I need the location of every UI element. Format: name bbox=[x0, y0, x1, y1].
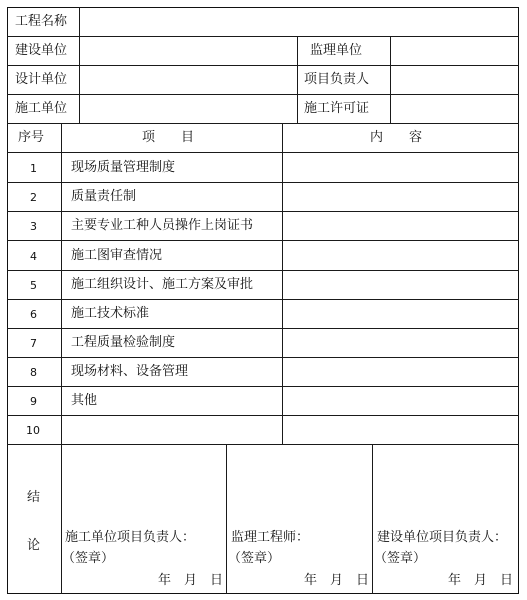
row-seq: 10 bbox=[26, 424, 40, 437]
label-supervision-unit: 监理单位 bbox=[310, 43, 363, 58]
row-item: 现场材料、设备管理 bbox=[71, 364, 189, 379]
signature-owner-seal: （签章） bbox=[374, 551, 427, 566]
row-item-field[interactable] bbox=[62, 416, 281, 443]
row-item: 施工组织设计、施工方案及审批 bbox=[71, 277, 254, 292]
row-content-field[interactable] bbox=[283, 212, 518, 239]
signature-builder-seal: （签章） bbox=[62, 551, 115, 566]
row-content-field[interactable] bbox=[283, 387, 518, 414]
column-header-seq: 序号 bbox=[18, 130, 45, 145]
row-content-field[interactable] bbox=[283, 271, 518, 298]
field-design-unit[interactable] bbox=[80, 66, 297, 94]
rule-v-seq bbox=[61, 123, 62, 594]
row-content-field[interactable] bbox=[283, 183, 518, 210]
row-item: 主要专业工种人员操作上岗证书 bbox=[71, 218, 254, 233]
row-content-field[interactable] bbox=[283, 241, 518, 269]
field-construction-unit[interactable] bbox=[80, 37, 297, 65]
rule-h-15 bbox=[7, 444, 519, 445]
signature-supervisor-day: 日 bbox=[356, 573, 370, 588]
row-content-field[interactable] bbox=[283, 300, 518, 327]
row-content-field[interactable] bbox=[283, 358, 518, 385]
row-seq: 2 bbox=[30, 191, 37, 204]
label-design-unit: 设计单位 bbox=[15, 72, 68, 87]
row-item: 其他 bbox=[71, 393, 98, 408]
rule-v-sig-1 bbox=[226, 444, 227, 594]
row-seq: 4 bbox=[30, 250, 37, 263]
label-construction-unit: 建设单位 bbox=[15, 43, 68, 58]
signature-owner-day: 日 bbox=[500, 573, 514, 588]
signature-owner-title: 建设单位项目负责人： bbox=[377, 530, 508, 545]
row-item: 质量责任制 bbox=[71, 189, 137, 204]
signature-owner-month: 月 bbox=[474, 573, 488, 588]
signature-supervisor-seal: （签章） bbox=[228, 551, 281, 566]
row-seq: 5 bbox=[30, 279, 37, 292]
signature-builder-year: 年 bbox=[158, 573, 172, 588]
conclusion-label-2: 论 bbox=[27, 538, 41, 553]
signature-builder-month: 月 bbox=[184, 573, 198, 588]
field-project-manager[interactable] bbox=[391, 66, 518, 94]
label-project-name: 工程名称 bbox=[15, 14, 68, 29]
column-header-content: 内 容 bbox=[370, 130, 423, 145]
signature-supervisor-year: 年 bbox=[304, 573, 318, 588]
conclusion-label-1: 结 bbox=[27, 490, 41, 505]
rule-h-4 bbox=[7, 123, 519, 124]
row-item: 施工技术标准 bbox=[71, 306, 150, 321]
row-seq: 8 bbox=[30, 366, 37, 379]
signature-supervisor-title: 监理工程师： bbox=[231, 530, 310, 545]
signature-builder-day: 日 bbox=[210, 573, 224, 588]
rule-v-sig-2 bbox=[372, 444, 373, 594]
row-seq: 3 bbox=[30, 220, 37, 233]
field-supervision-unit[interactable] bbox=[391, 37, 518, 65]
row-seq: 9 bbox=[30, 395, 37, 408]
label-construction-permit: 施工许可证 bbox=[304, 101, 370, 116]
row-seq: 1 bbox=[30, 162, 37, 175]
row-item: 现场质量管理制度 bbox=[71, 160, 176, 175]
column-header-item: 项 目 bbox=[142, 130, 195, 145]
label-builder-unit: 施工单位 bbox=[15, 101, 68, 116]
row-seq: 6 bbox=[30, 308, 37, 321]
field-construction-permit[interactable] bbox=[391, 95, 518, 123]
signature-owner-year: 年 bbox=[448, 573, 462, 588]
row-content-field[interactable] bbox=[283, 329, 518, 356]
row-content-field[interactable] bbox=[283, 416, 518, 443]
field-builder-unit[interactable] bbox=[80, 95, 297, 123]
signature-builder-title: 施工单位项目负责人： bbox=[65, 530, 196, 545]
row-item: 施工图审查情况 bbox=[71, 248, 163, 263]
row-item: 工程质量检验制度 bbox=[71, 335, 176, 350]
signature-supervisor-month: 月 bbox=[330, 573, 344, 588]
field-project-name[interactable] bbox=[80, 8, 518, 36]
rule-v-header-mid bbox=[297, 36, 298, 123]
label-project-manager: 项目负责人 bbox=[304, 72, 370, 87]
row-seq: 7 bbox=[30, 337, 37, 350]
row-content-field[interactable] bbox=[283, 153, 518, 181]
